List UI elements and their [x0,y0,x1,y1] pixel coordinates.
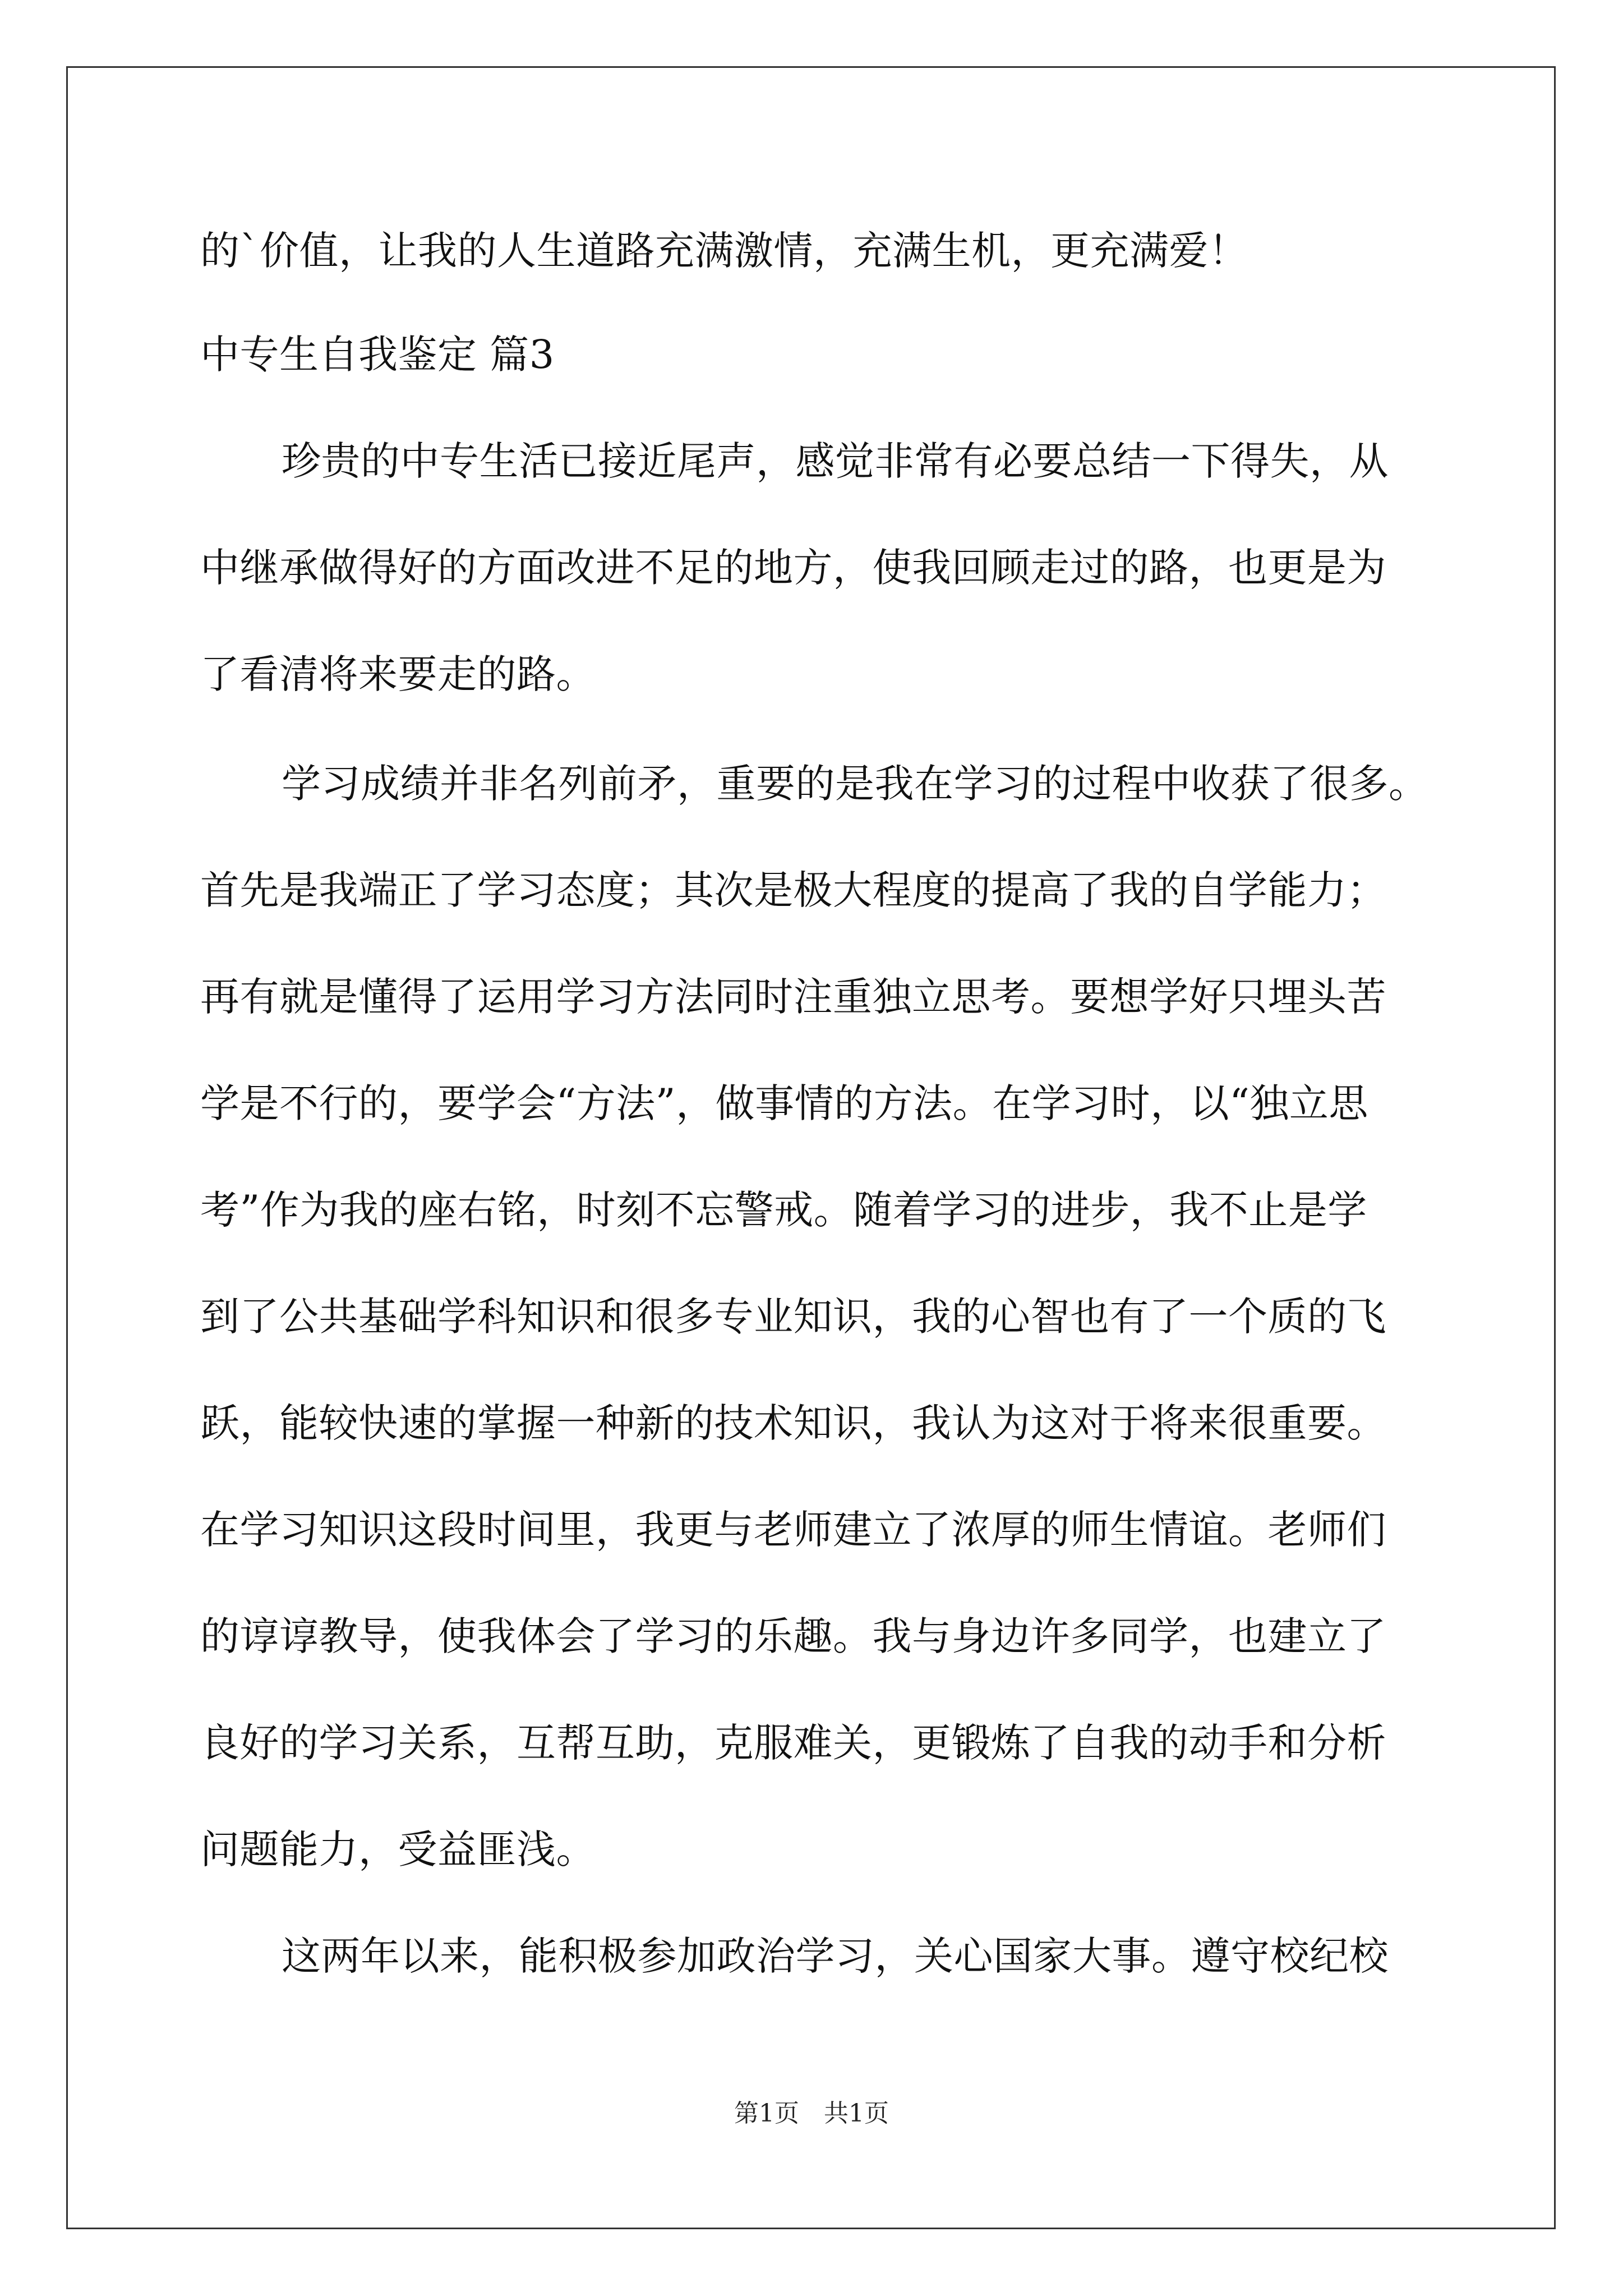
text-line: 的谆谆教导，使我体会了学习的乐趣。我与身边许多同学，也建立了 [200,1613,1386,1659]
text-line: 再有就是懂得了运用学习方法同时注重独立思考。要想学好只埋头苦 [200,974,1386,1020]
text-line: 到了公共基础学科知识和很多专业知识，我的心智也有了一个质的飞 [200,1294,1386,1340]
text-line: 的`价值，让我的人生道路充满激情，充满生机，更充满爱！ [200,228,1248,274]
section-heading: 中专生自我鉴定 篇3 [200,332,555,378]
text-line: 珍贵的中专生活已接近尾声，感觉非常有必要总结一下得失，从 [282,438,1389,484]
text-line: 良好的学习关系，互帮互助，克服难关，更锻炼了自我的动手和分析 [200,1720,1386,1766]
text-line: 了看清将来要走的路。 [200,651,596,697]
text-line: 学习成绩并非名列前矛，重要的是我在学习的过程中收获了很多。 [282,761,1428,807]
text-line: 这两年以来，能积极参加政治学习，关心国家大事。遵守校纪校 [282,1933,1389,1979]
text-line: 学是不行的，要学会“方法”，做事情的方法。在学习时，以“独立思 [200,1080,1368,1126]
page-border [66,66,1556,2229]
text-line: 首先是我端正了学习态度；其次是极大程度的提高了我的自学能力； [200,867,1386,913]
text-line: 跃，能较快速的掌握一种新的技术知识，我认为这对于将来很重要。 [200,1400,1386,1446]
text-line: 在学习知识这段时间里，我更与老师建立了浓厚的师生情谊。老师们 [200,1507,1386,1553]
page-number-footer: 第1页 共1页 [734,2099,889,2128]
text-line: 考”作为我的座右铭，时刻不忘警戒。随着学习的进步，我不止是学 [200,1187,1367,1233]
text-line: 问题能力，受益匪浅。 [200,1826,596,1872]
text-line: 中继承做得好的方面改进不足的地方，使我回顾走过的路，也更是为 [200,545,1386,591]
